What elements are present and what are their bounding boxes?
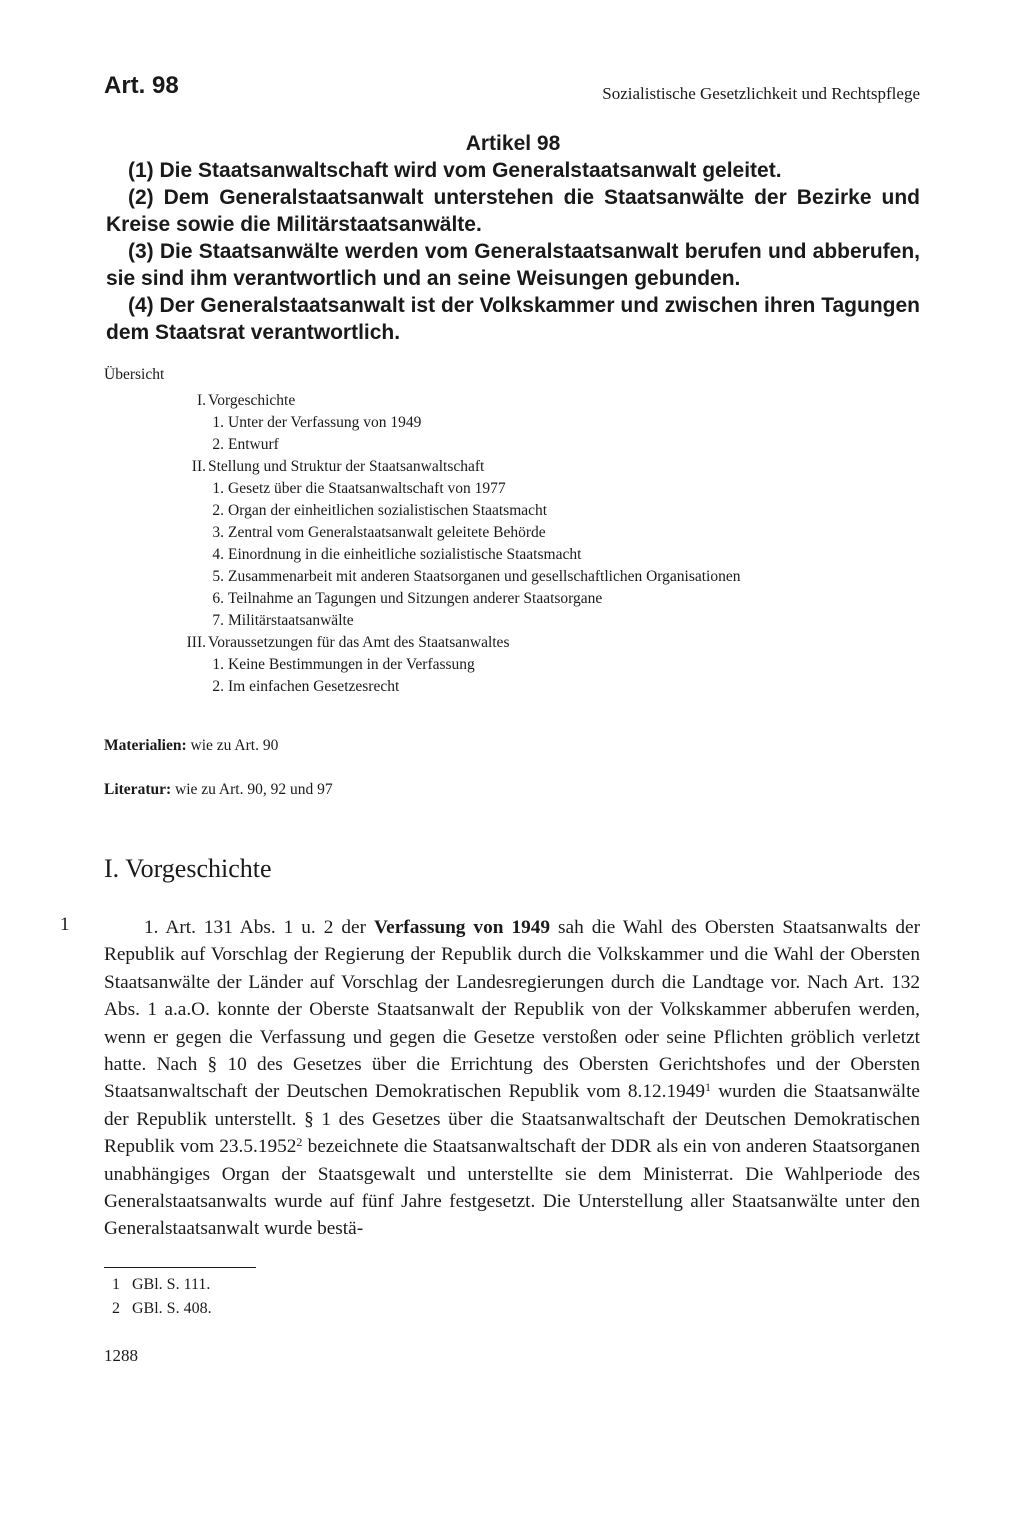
- item-number: 1.: [212, 480, 224, 497]
- overview-heading: Übersicht: [104, 366, 165, 383]
- article-paragraph-2: (2) Dem Generalstaatsanwalt unterstehen die Staatsanwälte der Bezirke und Kreise sowie die Militärstaatsanwälte.: [106, 186, 920, 236]
- article-paragraph-3: (3) Die Staatsanwälte werden vom Generalstaatsanwalt berufen und abberufen, sie sind ihm verantwortlich und an seine Weisungen gebunden.: [106, 240, 920, 290]
- footnote-number: 2: [112, 1300, 120, 1317]
- article-paragraph-4: (4) Der Generalstaatsanwalt ist der Volkskammer und zwischen ihren Tagungen dem Staatsrat verantwortlich.: [106, 294, 920, 344]
- item-number: 5.: [212, 568, 224, 585]
- item-title: Zentral vom Generalstaatsanwalt geleitete Behörde: [228, 524, 546, 541]
- overview-item: [104, 412, 422, 434]
- footnote-ref-2: 2: [296, 1135, 303, 1150]
- article-paragraph-1: (1) Die Staatsanwaltschaft wird vom Generalstaatsanwalt geleitet.: [128, 159, 782, 182]
- literature-label: Literatur:: [104, 781, 172, 798]
- item-number: 3.: [212, 524, 224, 541]
- materials-text: wie zu Art. 90: [190, 737, 279, 754]
- section-title: Stellung und Struktur der Staatsanwaltschaft: [208, 458, 485, 475]
- footnote-text: GBl. S. 111.: [132, 1276, 211, 1293]
- footnote-text: GBl. S. 408.: [132, 1300, 212, 1317]
- footnote-number: 1: [112, 1276, 120, 1293]
- item-title: Keine Bestimmungen in der Verfassung: [228, 656, 475, 673]
- overview: [104, 366, 741, 698]
- overview-item: [104, 500, 548, 522]
- overview-item: [104, 434, 279, 456]
- footnote-rule: [104, 1267, 256, 1268]
- running-head: Sozialistische Gesetzlichkeit und Rechtspflege: [602, 84, 920, 103]
- item-title: Zusammenarbeit mit anderen Staatsorganen und gesellschaftlichen Organisationen: [228, 568, 741, 585]
- item-title: Entwurf: [228, 436, 279, 453]
- margin-number: 1: [60, 914, 70, 935]
- overview-item: [104, 544, 582, 566]
- overview-section: [104, 456, 485, 478]
- item-title: Gesetz über die Staatsanwaltschaft von 1977: [228, 480, 506, 497]
- section-title: Vorgeschichte: [208, 392, 296, 409]
- item-number: 1.: [212, 656, 224, 673]
- body-emphasis: Verfassung von 1949: [374, 917, 551, 938]
- item-title: Einordnung in die einheitliche sozialistische Staatsmacht: [228, 546, 582, 563]
- item-number: 2.: [212, 502, 224, 519]
- overview-list: [104, 390, 741, 698]
- item-title: Im einfachen Gesetzesrecht: [228, 678, 400, 695]
- overview-item: [104, 676, 400, 698]
- article-text: [106, 130, 920, 346]
- footnote-1: [112, 1276, 210, 1294]
- article-title: Artikel 98: [465, 132, 561, 155]
- literature-line: [104, 781, 333, 799]
- page-number: 1288: [104, 1346, 138, 1365]
- overview-item: [104, 566, 741, 588]
- literature-text: wie zu Art. 90, 92 und 97: [175, 781, 333, 798]
- overview-item: [104, 522, 546, 544]
- overview-section: [104, 632, 510, 654]
- section-number: I.: [196, 392, 206, 409]
- item-title: Teilnahme an Tagungen und Sitzungen anderer Staatsorgane: [228, 590, 603, 607]
- materials-label: Materialien:: [104, 737, 187, 754]
- article-label: Art. 98: [104, 72, 179, 99]
- section-number: II.: [191, 458, 206, 475]
- section-heading: I. Vorgeschichte: [104, 854, 272, 883]
- item-number: 6.: [212, 590, 224, 607]
- materials-line: [104, 737, 278, 755]
- section-number: III.: [186, 634, 206, 651]
- body-text-part-3: bezeichnete die Staatsanwaltschaft der DDR als ein von anderen Staatsorganen unabhängiges Organ der Staatsgewalt und unterstellte sie dem Ministerrat. Die Wahlperiode des Generalstaatsanwalts wurde auf fünf Jahre festgesetzt. Die Unterstellung aller Staatsanwälte unter den Generalstaatsanwalt wurde bestä-: [104, 1136, 920, 1240]
- item-title: Militärstaatsanwälte: [228, 612, 354, 629]
- section-title: Voraussetzungen für das Amt des Staatsanwaltes: [208, 634, 510, 651]
- item-number: 2.: [212, 436, 224, 453]
- item-title: Unter der Verfassung von 1949: [228, 414, 422, 431]
- item-number: 2.: [212, 678, 224, 695]
- body-text-part-1: sah die Wahl des Obersten Staatsanwalts der Republik auf Vorschlag der Regierung der Republik durch die Volkskammer und die Wahl der Obersten Staatsanwälte der Länder auf Vorschlag der Landesregierungen durch die Landtage vor. Nach Art. 132 Abs. 1 a.a.O. konnte der Oberste Staatsanwalt der Republik von der Volkskammer abberufen werden, wenn er gegen die Verfassung und gegen die Gesetze verstoßen oder seine Pflichten gröblich verletzt hatte. Nach § 10 des Gesetzes über die Errichtung des Obersten Gerichtshofes und der Obersten Staatsanwaltschaft der Deutschen Demokratischen Republik vom 8.12.1949: [104, 917, 920, 1103]
- footnote-ref-1: 1: [705, 1080, 712, 1095]
- item-title: Organ der einheitlichen sozialistischen Staatsmacht: [228, 502, 548, 519]
- overview-item: [104, 610, 354, 632]
- overview-item: [104, 588, 603, 610]
- overview-item: [104, 654, 475, 676]
- item-number: 4.: [212, 546, 224, 563]
- body-lead: 1. Art. 131 Abs. 1 u. 2 der: [144, 917, 367, 938]
- body-text-part-2: wurden die Staatsanwälte der Republik unterstellt. § 1 des Gesetzes über die Staatsanwaltschaft der Deutschen Demokratischen Republik vom 23.5.1952: [104, 1081, 920, 1158]
- body-paragraph: [104, 914, 920, 1243]
- footnote-2: [112, 1300, 212, 1318]
- item-number: 7.: [212, 612, 224, 629]
- overview-item: [104, 478, 506, 500]
- overview-section: [104, 390, 296, 412]
- item-number: 1.: [212, 414, 224, 431]
